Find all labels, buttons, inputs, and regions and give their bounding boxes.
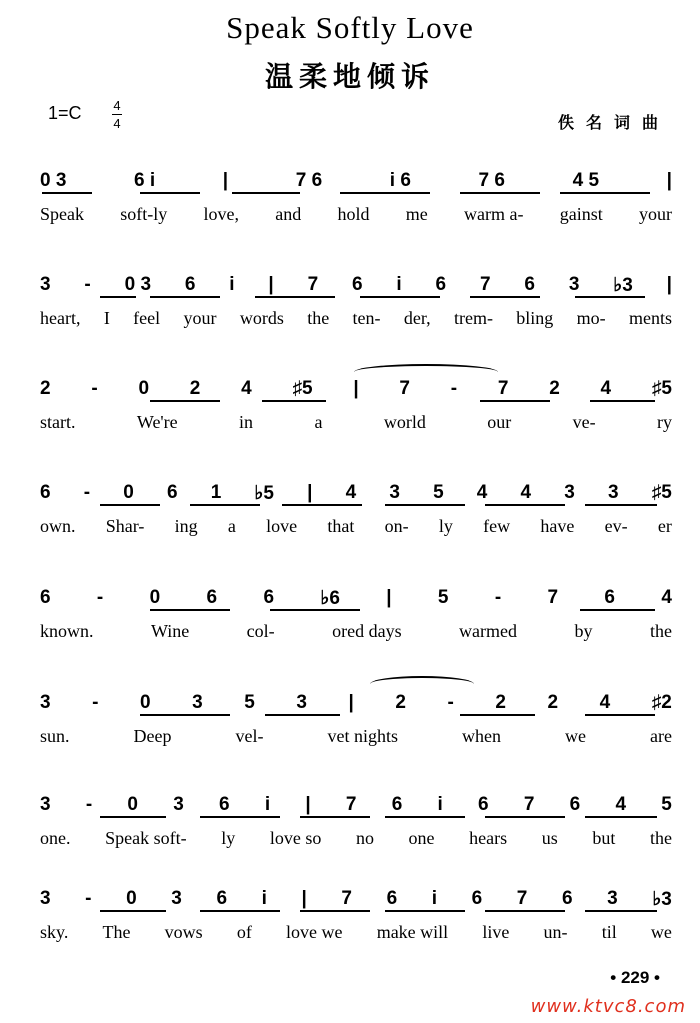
note: 3 <box>296 692 307 713</box>
lyric: ev- <box>604 516 628 536</box>
score-system-4 <box>0 480 700 570</box>
lyric: bling <box>516 308 554 328</box>
note-underline <box>585 816 657 818</box>
note-underline <box>190 504 260 506</box>
note: | <box>348 692 354 713</box>
note-underline <box>485 910 565 912</box>
time-signature-top: 4 <box>113 98 121 113</box>
lyric: your <box>638 204 672 224</box>
note: 7 <box>523 794 535 815</box>
lyric: of <box>236 922 252 942</box>
lyric: ten- <box>352 308 381 328</box>
lyric: sky. <box>40 922 69 942</box>
score-system-5 <box>0 585 700 675</box>
note: 6 <box>524 274 535 295</box>
lyric: ry <box>657 412 672 432</box>
note-underline <box>590 400 655 402</box>
note-underline <box>560 192 650 194</box>
notes-row <box>40 480 672 506</box>
note: 7 <box>307 274 319 295</box>
score-system-7 <box>0 792 700 882</box>
note-underline <box>300 910 370 912</box>
note: - <box>447 692 454 713</box>
lyric: love, <box>203 204 239 224</box>
score-system-1 <box>0 168 700 258</box>
lyrics-row <box>40 412 672 433</box>
lyric: and <box>275 204 302 224</box>
note: i <box>437 794 443 815</box>
lyric: a <box>227 516 236 536</box>
notes-row <box>40 272 672 298</box>
lyric: Wine <box>150 621 190 641</box>
lyric: on- <box>384 516 409 536</box>
note: ♯2 <box>651 692 672 713</box>
note: 4 <box>661 587 672 608</box>
note: i <box>264 794 271 815</box>
lyric: vet nights <box>327 726 398 746</box>
note: 6 <box>216 888 228 909</box>
note: i <box>229 274 235 295</box>
note: 6 <box>386 888 398 909</box>
lyric: gainst <box>559 204 603 224</box>
score-system-8 <box>0 886 700 976</box>
lyric: by <box>574 621 593 641</box>
note: 7 <box>497 378 509 399</box>
note: 6 <box>219 794 230 815</box>
lyric: warm a- <box>464 204 524 224</box>
lyric: love so <box>269 828 322 848</box>
note: - <box>494 587 502 608</box>
note: 5 <box>437 587 449 608</box>
note: i <box>396 274 402 295</box>
note-underline <box>255 296 335 298</box>
lyric: that <box>327 516 355 536</box>
lyric: feel <box>133 308 161 328</box>
lyric: col- <box>246 621 275 641</box>
note: 6 <box>352 274 363 295</box>
notes-row <box>40 168 672 194</box>
lyric: un- <box>543 922 568 942</box>
lyric: love we <box>286 922 343 942</box>
note: 6 <box>206 587 218 608</box>
note: 5 <box>433 482 444 503</box>
lyric: love <box>266 516 298 536</box>
note: 3 <box>564 482 575 503</box>
note: 0 3 <box>124 274 152 295</box>
lyric: Shar- <box>105 516 145 536</box>
lyric: vows <box>164 922 203 942</box>
note-underline <box>100 910 166 912</box>
note: 3 <box>40 692 51 713</box>
lyrics-row <box>40 726 672 747</box>
notes-row <box>40 376 672 402</box>
note: 0 <box>127 794 138 815</box>
note: 5 <box>661 794 672 815</box>
note: 2 <box>547 692 559 713</box>
note: 0 <box>126 888 137 909</box>
note: | <box>307 482 313 503</box>
lyric: ored days <box>332 621 402 641</box>
lyric: We're <box>136 412 178 432</box>
note: 2 <box>395 692 406 713</box>
note: | <box>666 274 672 295</box>
note: 7 <box>547 587 559 608</box>
note: 3 <box>607 888 618 909</box>
note-underline <box>262 400 326 402</box>
lyric: hold <box>337 204 370 224</box>
barline: | <box>666 170 672 191</box>
note-underline <box>580 609 655 611</box>
note: 2 <box>549 378 560 399</box>
note: 6 <box>604 587 615 608</box>
note: 4 <box>241 378 252 399</box>
note-underline <box>265 714 340 716</box>
note-underline <box>480 400 550 402</box>
note: 3 <box>40 794 51 815</box>
note-underline <box>340 192 430 194</box>
lyrics-row <box>40 621 672 642</box>
notes-row <box>40 886 672 912</box>
note-underline <box>232 192 300 194</box>
lyric: mo- <box>576 308 606 328</box>
lyric: are <box>649 726 672 746</box>
note: 6 <box>471 888 483 909</box>
note: 4 <box>599 692 611 713</box>
note: 7 <box>516 888 528 909</box>
note-underline <box>42 192 92 194</box>
lyric: the <box>650 828 672 848</box>
note-underline <box>200 816 280 818</box>
note-underline <box>100 296 136 298</box>
title-english: Speak Softly Love <box>226 10 474 45</box>
note-underline <box>385 910 465 912</box>
lyric: one. <box>40 828 71 848</box>
note-group: 0 3 <box>40 170 67 191</box>
note-underline <box>282 504 362 506</box>
note: - <box>85 888 92 909</box>
note: ♭6 <box>320 587 340 609</box>
note-underline <box>470 296 540 298</box>
note: 7 <box>341 888 352 909</box>
lyric: our <box>487 412 512 432</box>
note: 6 <box>435 274 447 295</box>
note-underline <box>150 400 220 402</box>
note: 3 <box>192 692 203 713</box>
lyric: live <box>482 922 510 942</box>
note: 6 <box>478 794 489 815</box>
lyrics-row <box>40 204 672 225</box>
note: | <box>305 794 311 815</box>
note-underline <box>200 910 280 912</box>
lyric: ments <box>629 308 672 328</box>
note-underline <box>485 504 565 506</box>
note: 1 <box>210 482 222 503</box>
note: ♯5 <box>292 378 313 399</box>
note-underline <box>150 296 220 298</box>
note-underline <box>585 910 657 912</box>
note: 3 <box>171 888 182 909</box>
note: - <box>96 587 104 608</box>
note: ♭3 <box>652 888 672 910</box>
lyric: ing <box>174 516 198 536</box>
note-underline <box>460 714 535 716</box>
lyrics-row <box>40 922 672 943</box>
note: 6 <box>263 587 275 608</box>
lyric: ly <box>438 516 453 536</box>
score-system-6 <box>0 690 700 780</box>
note: i <box>431 888 438 909</box>
note-underline <box>140 192 200 194</box>
lyric: the <box>649 621 672 641</box>
note: 6 <box>569 794 581 815</box>
lyric: your <box>183 308 217 328</box>
note: 4 <box>520 482 532 503</box>
note: | <box>386 587 392 608</box>
lyric: we <box>564 726 586 746</box>
lyric: start. <box>40 412 76 432</box>
note-underline <box>575 296 645 298</box>
note: 7 <box>345 794 357 815</box>
credit: 佚名词曲 <box>557 113 670 132</box>
note-group: i 6 <box>389 170 411 191</box>
lyric: own. <box>40 516 76 536</box>
lyric: words <box>239 308 284 328</box>
score-system-2 <box>0 272 700 362</box>
lyric: when <box>461 726 501 746</box>
note: 4 <box>615 794 627 815</box>
lyric: a <box>314 412 323 432</box>
note: - <box>92 692 99 713</box>
note-underline <box>385 504 465 506</box>
note: 0 <box>123 482 134 503</box>
note: 6 <box>391 794 403 815</box>
note: | <box>268 274 274 295</box>
note: - <box>91 378 98 399</box>
note: 4 <box>345 482 357 503</box>
note: | <box>353 378 359 399</box>
note-underline <box>585 714 655 716</box>
lyric: warmed <box>459 621 518 641</box>
lyric: der, <box>403 308 431 328</box>
barline: | <box>222 170 229 191</box>
note: 0 <box>149 587 161 608</box>
note: 4 <box>600 378 612 399</box>
lyric: the <box>307 308 330 328</box>
lyric: hears <box>469 828 508 848</box>
lyric: er <box>657 516 672 536</box>
note: ♯5 <box>651 482 672 503</box>
note: | <box>301 888 307 909</box>
time-signature-bottom: 4 <box>113 116 121 131</box>
note: 3 <box>608 482 619 503</box>
note: ♭5 <box>254 482 274 504</box>
note: - <box>83 482 91 503</box>
note: 3 <box>40 274 51 295</box>
time-signature <box>112 98 122 131</box>
note-underline <box>100 504 160 506</box>
lyric: world <box>383 412 426 432</box>
note-underline <box>585 504 657 506</box>
note: 6 <box>184 274 196 295</box>
note: 6 <box>40 482 51 503</box>
lyric: one <box>408 828 435 848</box>
title-chinese: 温柔地倾诉 <box>264 60 435 93</box>
note: 0 <box>140 692 151 713</box>
note-underline <box>485 816 565 818</box>
lyric: heart, <box>40 308 81 328</box>
note: 3 <box>568 274 580 295</box>
notes-row <box>40 585 672 611</box>
note-underline <box>360 296 440 298</box>
note: 6 <box>166 482 178 503</box>
lyric: make will <box>376 922 449 942</box>
note: - <box>450 378 458 399</box>
note-underline <box>100 816 166 818</box>
lyric: Deep <box>133 726 172 746</box>
watermark: www.ktvc8.com <box>530 996 686 1017</box>
note: 4 <box>476 482 488 503</box>
lyric: The <box>102 922 131 942</box>
note: - <box>85 794 93 815</box>
lyric: vel- <box>235 726 264 746</box>
note: 6 <box>561 888 573 909</box>
note: 2 <box>40 378 51 399</box>
lyric: ve- <box>572 412 596 432</box>
lyric: have <box>540 516 575 536</box>
lyric: us <box>541 828 558 848</box>
note: 5 <box>244 692 255 713</box>
note-underline <box>270 609 360 611</box>
note: 3 <box>389 482 400 503</box>
lyric: we <box>650 922 672 942</box>
note: 3 <box>173 794 184 815</box>
note: 3 <box>40 888 51 909</box>
lyric: til <box>601 922 617 942</box>
lyrics-row <box>40 516 672 537</box>
lyric: me <box>405 204 428 224</box>
note-group: 4 5 <box>572 170 600 191</box>
lyrics-row <box>40 308 672 329</box>
note: 2 <box>495 692 506 713</box>
score-system-3 <box>0 376 700 466</box>
note-underline <box>150 609 230 611</box>
lyric: few <box>483 516 511 536</box>
note: 6 <box>40 587 51 608</box>
notes-row <box>40 690 672 716</box>
page-number: • 229 • <box>610 968 660 987</box>
note-group: 7 6 <box>295 170 323 191</box>
lyric: ly <box>221 828 236 848</box>
lyric: no <box>355 828 374 848</box>
lyric: known. <box>40 621 94 641</box>
lyric: but <box>592 828 616 848</box>
lyrics-row <box>40 828 672 849</box>
note: - <box>84 274 91 295</box>
note: 0 <box>138 378 150 399</box>
note-underline <box>385 816 465 818</box>
lyric: trem- <box>453 308 493 328</box>
notes-row <box>40 792 672 818</box>
note: 2 <box>189 378 201 399</box>
lyric: I <box>103 308 110 328</box>
lyric: sun. <box>40 726 70 746</box>
note-underline <box>300 816 370 818</box>
note: 7 <box>479 274 491 295</box>
lyric: Speak soft- <box>105 828 187 848</box>
note-underline <box>140 714 230 716</box>
lyric: soft-ly <box>120 204 168 224</box>
lyric: Speak <box>40 204 84 224</box>
key-signature: 1=C <box>48 103 82 123</box>
note-group: 7 6 <box>478 170 505 191</box>
note: 7 <box>399 378 410 399</box>
note: ♯5 <box>651 378 672 399</box>
note: i <box>261 888 267 909</box>
note-group: 6 i <box>134 170 156 191</box>
note: ♭3 <box>613 274 633 296</box>
note-underline <box>460 192 540 194</box>
lyric: in <box>239 412 254 432</box>
